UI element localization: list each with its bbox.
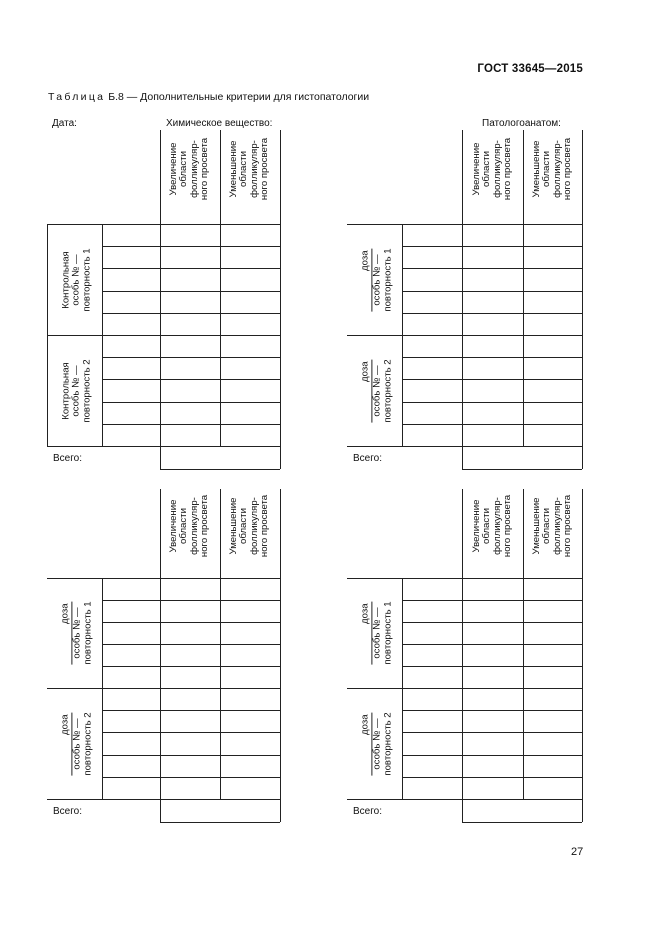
table-vertical-rule (280, 130, 281, 224)
table-vertical-rule (462, 130, 463, 224)
group-label-fraction: доза (360, 712, 372, 775)
column-header-line: Увеличение (470, 142, 482, 196)
column-header-increase (169, 494, 211, 556)
date-label: Дата: (52, 118, 77, 129)
group-label-2 (360, 359, 393, 422)
pathologist-label: Патологоанатом: (482, 118, 561, 129)
group-label-1 (60, 601, 93, 664)
group-label-line: повторность 1 (80, 247, 92, 312)
column-header-decrease (532, 494, 574, 556)
table-horizontal-rule (102, 644, 280, 645)
group-label-line: особь № — (70, 364, 82, 417)
group-label-line: повторность 1 (381, 247, 393, 312)
table-caption-prefix: Таблица (48, 91, 106, 103)
column-header-line: фолликуляр- (189, 496, 200, 555)
column-header-increase (169, 138, 211, 200)
column-header-line: Уменьшение (228, 140, 240, 198)
table-horizontal-rule (402, 755, 582, 756)
column-header-decrease (229, 138, 271, 200)
group-label-line: повторность 2 (81, 711, 93, 776)
table-vertical-rule (582, 578, 583, 822)
group-label-fraction: доза (60, 712, 72, 775)
column-header-line: фолликуляр- (189, 140, 200, 198)
column-header-line: ного просвета (199, 494, 211, 557)
table-caption-text: Б.8 — Дополнительные критерии для гистопатологии (105, 91, 370, 103)
table-vertical-rule (220, 489, 221, 578)
table-horizontal-rule (102, 402, 280, 403)
group-label-fraction: доза (360, 248, 372, 311)
table-horizontal-rule (102, 379, 280, 380)
table-horizontal-rule (102, 755, 280, 756)
table-vertical-rule (582, 130, 583, 224)
group-label-line: особь № — (70, 253, 82, 306)
group-label-line: особь № — (371, 717, 383, 770)
page-number: 27 (571, 846, 584, 858)
table-vertical-rule (582, 224, 583, 469)
table-horizontal-rule (402, 622, 582, 623)
table-horizontal-rule (402, 379, 582, 380)
group-label-line: особь № — (371, 253, 383, 306)
table-horizontal-rule (102, 777, 280, 778)
table-vertical-rule (462, 224, 463, 469)
column-header-line: фолликуляр- (491, 496, 503, 555)
table-vertical-rule (280, 489, 281, 578)
column-header-line: фолликуляр- (249, 140, 260, 198)
table-vertical-rule (160, 130, 161, 224)
total-label: Всего: (53, 453, 82, 464)
table-caption (48, 91, 369, 103)
column-header-line: Уменьшение (530, 497, 542, 554)
group-label-line: особь № — (371, 607, 383, 659)
group-label-2 (60, 712, 93, 775)
table-vertical-rule (160, 489, 161, 578)
column-header-line: области (178, 507, 190, 544)
group-label-fraction: доза (360, 359, 372, 422)
column-header-line: области (238, 507, 250, 544)
document-standard-number: ГОСТ 33645—2015 (477, 63, 583, 75)
table-horizontal-rule (347, 688, 582, 689)
group-label-1 (360, 248, 393, 311)
group-label-2 (360, 712, 393, 775)
table-horizontal-rule (402, 600, 582, 601)
table-vertical-rule (160, 224, 161, 469)
table-vertical-rule (523, 489, 524, 578)
column-header-line: ного просвета (501, 494, 513, 557)
table-vertical-rule (160, 578, 161, 822)
table-horizontal-rule (347, 446, 582, 447)
column-header-increase (472, 138, 514, 200)
table-horizontal-rule (402, 402, 582, 403)
column-header-line: ного просвета (259, 494, 271, 557)
group-label-line: особь № — (371, 364, 383, 417)
table-horizontal-rule (160, 469, 280, 470)
total-label: Всего: (53, 806, 82, 817)
group-label-line: особь № — (71, 607, 83, 659)
column-header-line: ного просвета (561, 137, 573, 201)
table-horizontal-rule (47, 799, 280, 800)
table-vertical-rule (280, 224, 281, 469)
table-horizontal-rule (102, 732, 280, 733)
table-horizontal-rule (402, 424, 582, 425)
group-label-fraction: доза (60, 601, 72, 664)
group-label-line: повторность 1 (81, 601, 93, 665)
table-horizontal-rule (102, 424, 280, 425)
table-horizontal-rule (347, 335, 582, 336)
table-horizontal-rule (347, 799, 582, 800)
group-label-line: повторность 2 (381, 711, 393, 776)
table-horizontal-rule (402, 732, 582, 733)
total-label: Всего: (353, 453, 382, 464)
column-header-line: ного просвета (199, 137, 211, 201)
chemical-label: Химическое вещество: (166, 118, 273, 129)
column-header-decrease (532, 138, 574, 200)
column-header-line: Уменьшение (530, 140, 542, 198)
table-vertical-rule (582, 489, 583, 578)
table-horizontal-rule (47, 224, 280, 225)
table-horizontal-rule (402, 246, 582, 247)
group-label-line: повторность 1 (381, 601, 393, 665)
group-label-line: повторность 2 (381, 358, 393, 423)
table-horizontal-rule (402, 666, 582, 667)
column-header-line: Уменьшение (228, 497, 240, 554)
table-vertical-rule (280, 578, 281, 822)
group-label-line: Контрольная (59, 361, 71, 420)
table-vertical-rule (523, 130, 524, 224)
column-header-line: области (481, 151, 493, 187)
column-header-line: области (481, 507, 493, 544)
group-label-2 (61, 359, 92, 422)
column-header-line: фолликуляр- (491, 140, 503, 198)
table-vertical-rule (462, 578, 463, 822)
column-header-increase (472, 494, 514, 556)
table-horizontal-rule (402, 313, 582, 314)
table-horizontal-rule (102, 268, 280, 269)
table-horizontal-rule (102, 622, 280, 623)
table-horizontal-rule (402, 710, 582, 711)
table-vertical-rule (462, 489, 463, 578)
table-horizontal-rule (102, 710, 280, 711)
column-header-line: Увеличение (168, 499, 180, 552)
group-label-line: повторность 2 (80, 358, 92, 423)
column-header-line: ного просвета (501, 137, 513, 201)
column-header-line: ного просвета (561, 494, 573, 557)
table-horizontal-rule (47, 688, 280, 689)
group-label-line: особь № — (71, 717, 83, 770)
column-header-line: фолликуляр- (551, 496, 563, 555)
table-horizontal-rule (347, 578, 582, 579)
table-horizontal-rule (347, 224, 582, 225)
table-horizontal-rule (402, 268, 582, 269)
table-horizontal-rule (102, 291, 280, 292)
table-horizontal-rule (402, 644, 582, 645)
column-header-line: области (238, 151, 250, 187)
table-horizontal-rule (102, 313, 280, 314)
column-header-line: области (178, 151, 190, 187)
group-label-fraction: доза (360, 601, 372, 664)
table-horizontal-rule (102, 666, 280, 667)
table-horizontal-rule (462, 469, 582, 470)
table-horizontal-rule (462, 822, 582, 823)
table-horizontal-rule (102, 600, 280, 601)
column-header-decrease (229, 494, 271, 556)
table-horizontal-rule (402, 291, 582, 292)
column-header-line: Увеличение (470, 499, 482, 552)
column-header-line: области (541, 151, 553, 187)
table-horizontal-rule (402, 777, 582, 778)
column-header-line: области (541, 507, 553, 544)
table-horizontal-rule (47, 578, 280, 579)
table-horizontal-rule (160, 822, 280, 823)
table-horizontal-rule (47, 446, 280, 447)
table-horizontal-rule (102, 246, 280, 247)
group-label-line: Контрольная (59, 250, 71, 309)
column-header-line: Увеличение (168, 142, 180, 196)
total-label: Всего: (353, 806, 382, 817)
column-header-line: ного просвета (259, 137, 271, 201)
table-horizontal-rule (102, 357, 280, 358)
group-label-1 (360, 601, 393, 664)
column-header-line: фолликуляр- (551, 140, 563, 198)
table-horizontal-rule (402, 357, 582, 358)
table-horizontal-rule (47, 335, 280, 336)
table-vertical-rule (220, 130, 221, 224)
column-header-line: фолликуляр- (249, 496, 260, 555)
group-label-1 (61, 248, 92, 311)
